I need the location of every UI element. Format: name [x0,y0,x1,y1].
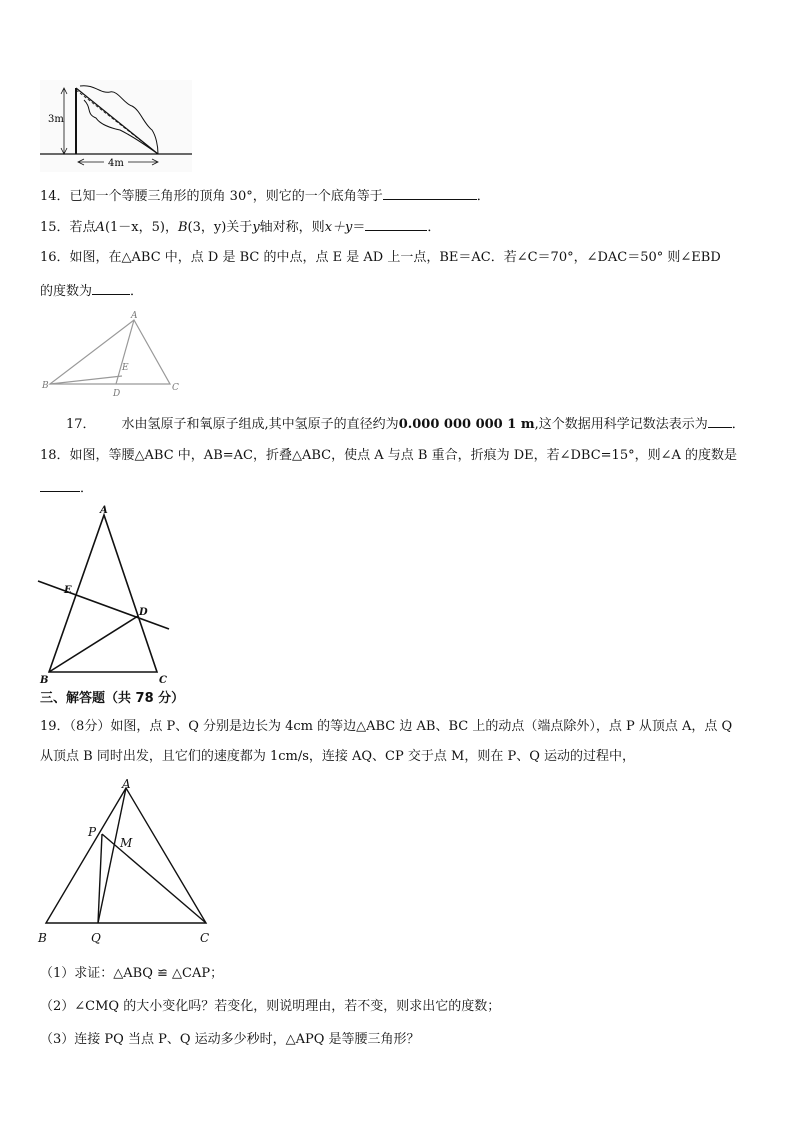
q17-end: ． [731,417,745,432]
q19-text-line2: 从顶点 B 同时出发，且它们的速度都为 1cm/s，连接 AQ、CP 交于点 M，则在 P、Q 运动的过程中， [40,749,635,764]
question-19-line2 [40,748,635,766]
q15-axis: y [252,220,260,235]
q17-text1: 水由氢原子和氧原子组成,其中氢原子的直径约为 [121,417,399,432]
q17-text2: ,这个数据用科学记数法表示为 [534,417,708,432]
q14-answer-blank[interactable] [383,187,477,200]
section-3-title: 三、解答题（共 78 分） [40,691,185,706]
question-16-line1 [40,249,721,267]
q15-expr: x＋y [324,220,353,235]
question-17 [66,415,745,434]
q16-text-line2: 的度数为 [40,284,93,299]
q17-num: 17． [66,417,96,432]
fig18-label-a: A [100,505,108,516]
q15-num: 15．若点 [40,220,96,235]
figure-q19-triangle [36,776,216,946]
fig16-label-e: E [122,363,129,373]
question-14 [40,187,490,206]
q15-point-a-coord: (1－x，5)， [104,220,178,235]
fig16-label-a: A [131,311,138,321]
q15-answer-blank[interactable] [365,218,427,231]
fig19-label-m: M [120,836,133,850]
fig16-label-b: B [42,381,49,391]
q15-mid2: 轴对称，则 [259,220,325,235]
q17-value: 0.000 000 000 1 m [398,417,535,432]
q15-point-b-coord: (3，y) [187,220,227,235]
q14-end: ． [476,189,490,204]
fig13-width-label: 4m [108,158,124,169]
q19-subquestion-2: （2）∠CMQ 的大小变化吗？若变化，则说明理由，若不变，则求出它的度数； [40,999,501,1014]
figure-q18-triangle [36,505,174,685]
q14-text: 14．已知一个等腰三角形的顶角 30°，则它的一个底角等于 [40,189,383,204]
q15-mid: 关于 [226,220,253,235]
question-15 [40,218,440,237]
question-19-line1 [40,718,732,736]
q16-answer-blank[interactable] [92,282,130,295]
fig16-label-d: D [113,389,121,399]
q15-point-b: B [177,220,188,235]
fig18-label-c: C [159,675,167,685]
fig18-label-b: B [40,675,49,685]
fig19-label-a: A [122,777,131,791]
q19-subquestion-3: （3）连接 PQ 当点 P、Q 运动多少秒时，△APQ 是等腰三角形？ [40,1032,420,1047]
q16-text-line1: 16．如图，在△ABC 中，点 D 是 BC 的中点，点 E 是 AD 上一点，BE＝AC．若∠C＝70°，∠DAC＝50° 则∠EBD [40,250,721,265]
q19-text-line1: 19．（8分）如图，点 P、Q 分别是边长为 4cm 的等边△ABC 边 AB、BC 上的动点（端点除外），点 P 从顶点 A，点 Q [40,719,733,734]
fig18-label-d: D [139,607,148,618]
q18-answer-blank[interactable] [40,479,80,492]
q19-subquestion-1: （1）求证：△ABQ ≌ △CAP； [40,966,224,981]
figure-q16-triangle [38,310,188,400]
fig19-label-c: C [200,931,210,945]
question-18-line2 [40,479,93,498]
q17-answer-blank[interactable] [708,415,732,428]
fig19-label-p: P [88,825,97,839]
fig19-label-b: B [38,931,47,945]
figure-tree-height [40,80,192,172]
fig18-label-e: E [64,585,72,596]
q18-text-line1: 18．如图，等腰△ABC 中，AB=AC，折叠△ABC，使点 A 与点 B 重合，折痕为 DE，若∠DBC=15°，则∠A 的度数是 [40,448,738,463]
fig19-label-q: Q [91,931,101,945]
question-18-line1 [40,447,737,465]
q16-end: ． [130,284,144,299]
q18-end: ． [80,481,94,496]
question-16-line2 [40,282,143,301]
q15-end: ． [427,220,441,235]
fig16-label-c: C [172,383,179,393]
fig13-height-label: 3m [48,114,64,125]
q15-point-a: A [95,220,105,235]
q15-eq: ＝ [352,220,366,235]
